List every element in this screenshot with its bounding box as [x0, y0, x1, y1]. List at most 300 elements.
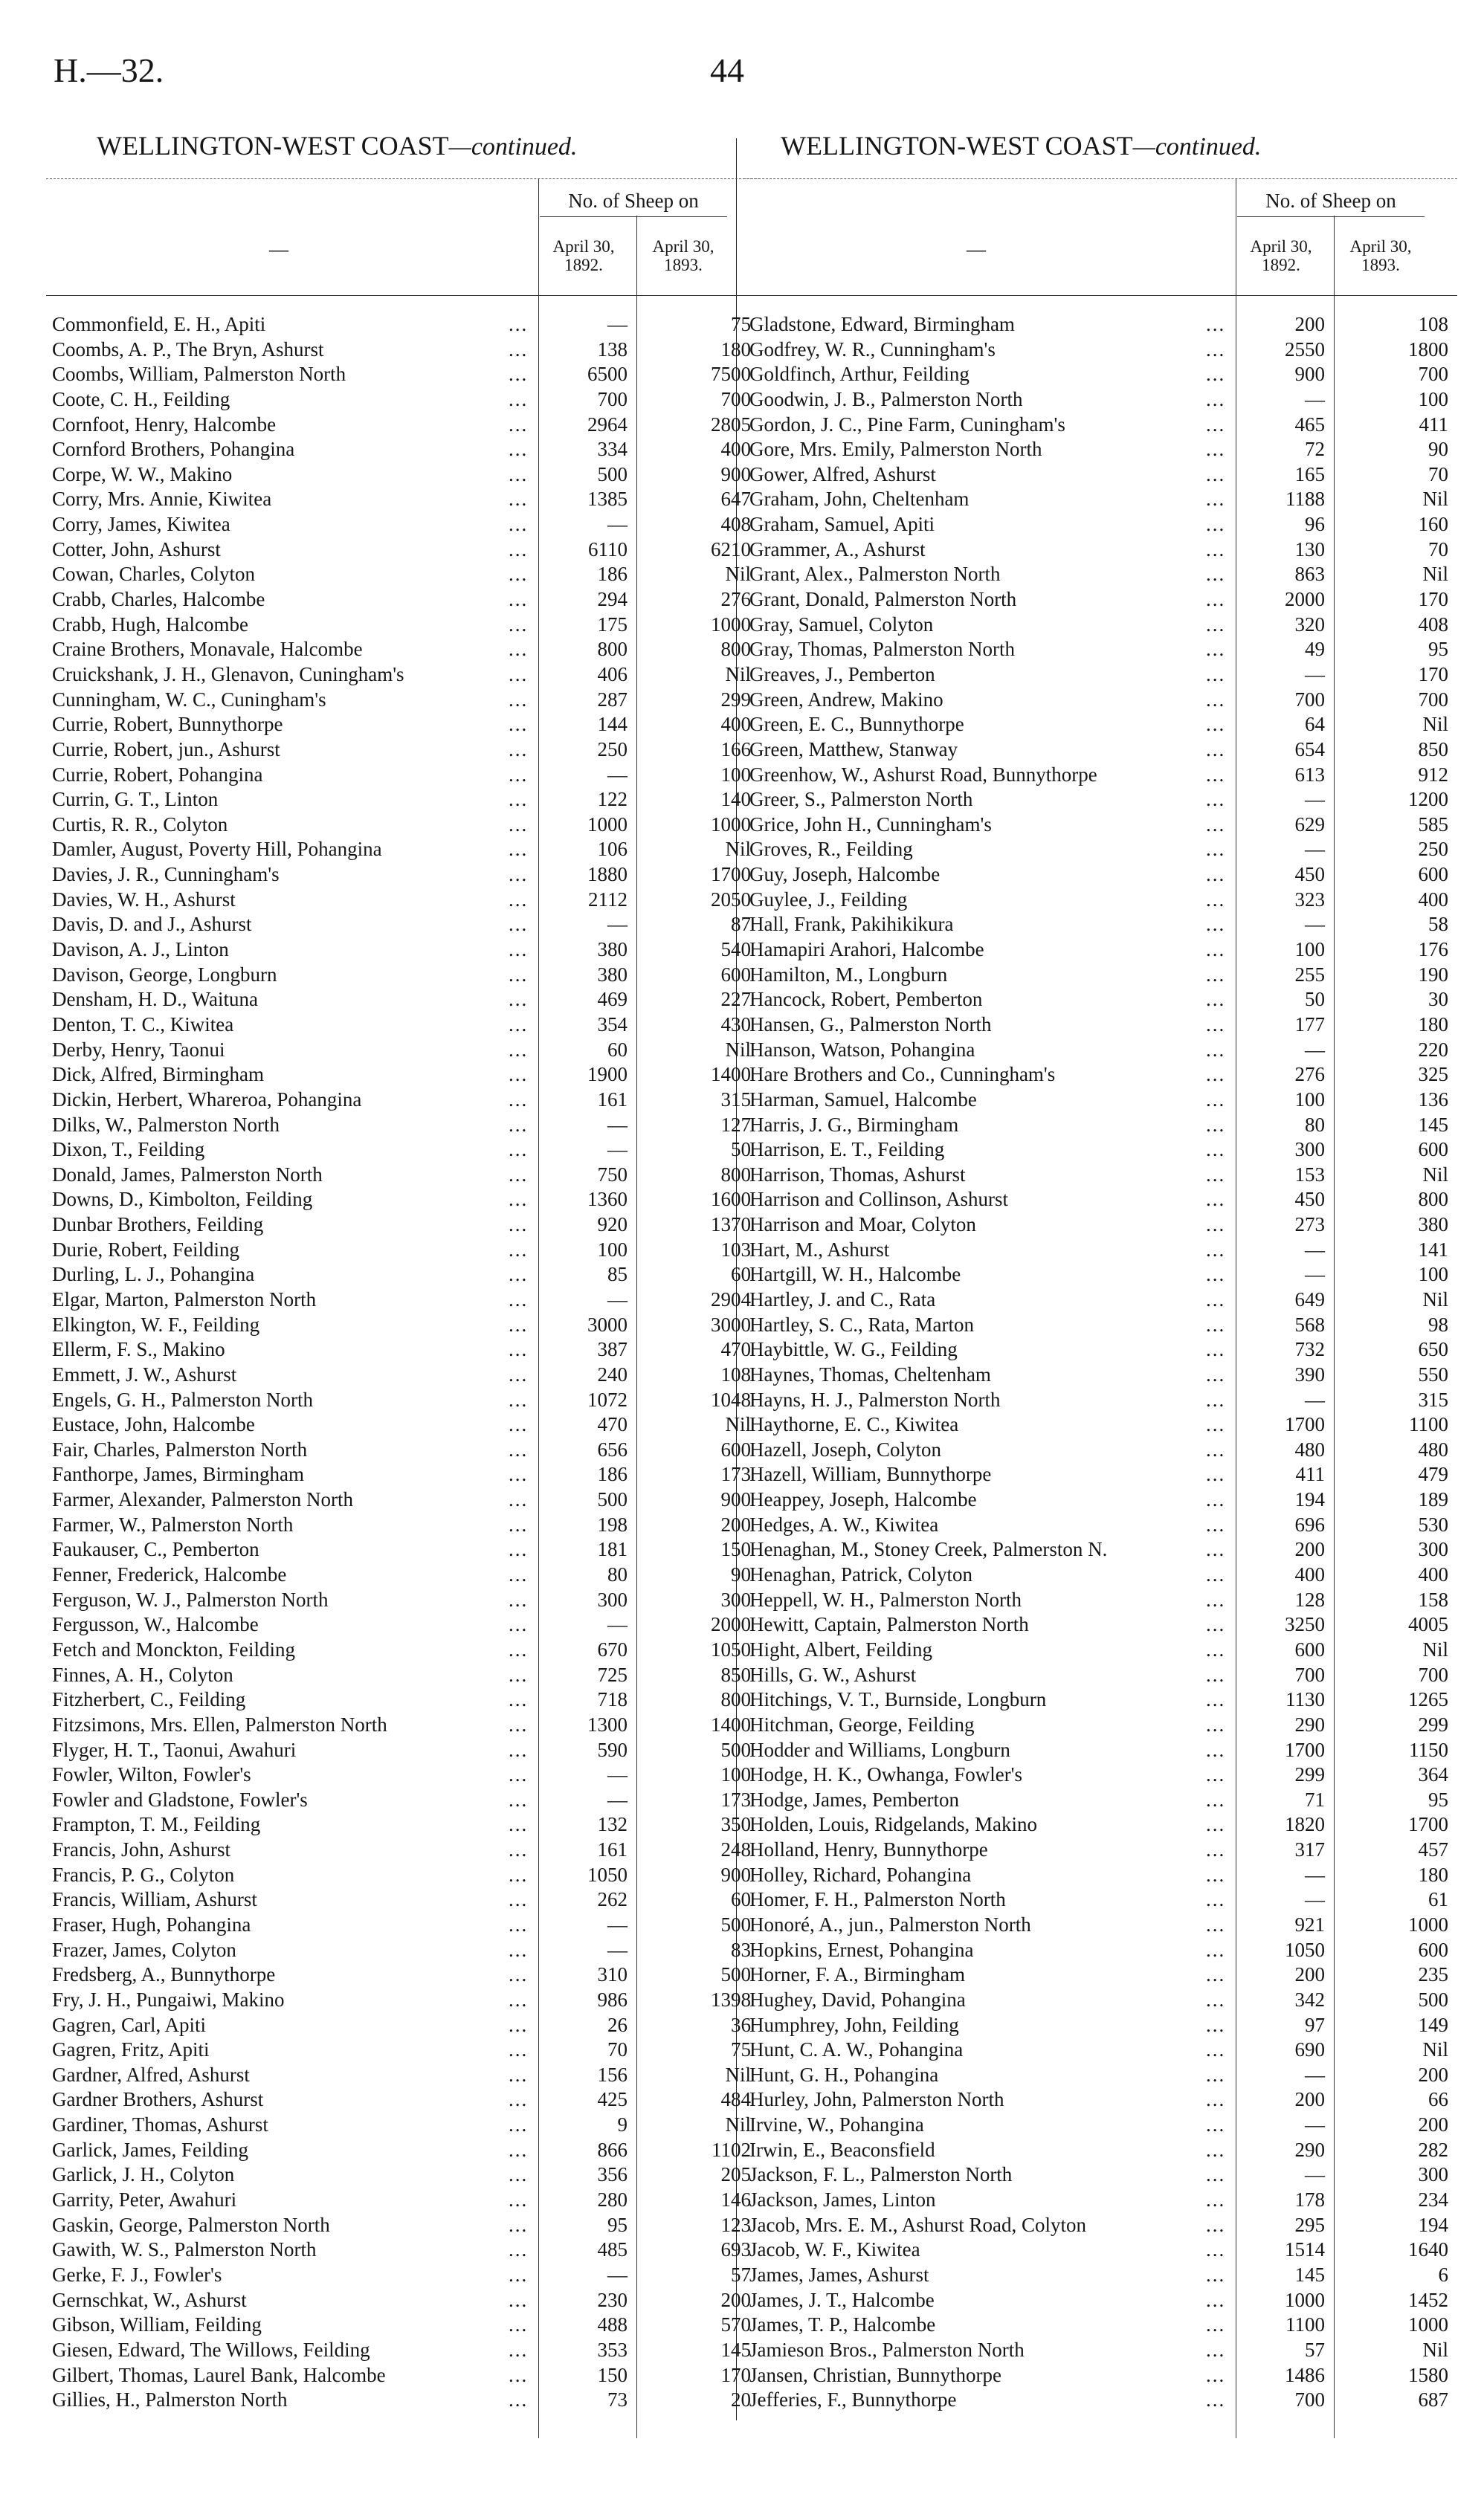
leader-dots: ...	[1206, 1188, 1226, 1211]
owner-name: Goodwin, J. B., Palmerston North	[749, 387, 1023, 410]
leader-dots: ...	[1206, 1313, 1226, 1336]
sheep-1893: 61	[1428, 1888, 1448, 1911]
owner-name: Cowan, Charles, Colyton	[52, 563, 255, 586]
sheep-1893: 180	[1418, 1012, 1448, 1036]
sheep-1893: 900	[720, 462, 751, 485]
right-rows	[743, 312, 1457, 2413]
right-col2-line2: 1893.	[1361, 256, 1400, 275]
right-table	[743, 178, 1457, 2413]
table-row	[46, 1788, 760, 1813]
table-row	[743, 1713, 1457, 1738]
leader-dots: ...	[1206, 1863, 1226, 1886]
sheep-1892: 334	[597, 438, 628, 461]
leader-dots: ...	[1206, 863, 1226, 886]
leader-dots: ...	[509, 2313, 529, 2336]
owner-name: Currin, G. T., Linton	[52, 788, 219, 811]
leader-dots: ...	[1206, 1838, 1226, 1861]
owner-name: Fredsberg, A., Bunnythorpe	[52, 1963, 276, 1986]
table-row	[743, 1163, 1457, 1188]
owner-name: Hunt, G. H., Pohangina	[749, 2063, 939, 2086]
leader-dots: ...	[1206, 613, 1226, 636]
leader-dots: ...	[509, 2013, 529, 2036]
owner-name: Fanthorpe, James, Birmingham	[52, 1463, 304, 1486]
leader-dots: ...	[509, 313, 529, 335]
sheep-1892: 1130	[1285, 1688, 1325, 1711]
sheep-1892: 2550	[1285, 337, 1325, 361]
sheep-1893: 800	[720, 638, 751, 661]
sheep-1893: 500	[720, 1963, 751, 1986]
table-row	[743, 562, 1457, 587]
table-row	[743, 1687, 1457, 1713]
document-reference: H.—32.	[54, 51, 164, 89]
sheep-1892: —	[1305, 1388, 1325, 1411]
leader-dots: ...	[509, 1288, 529, 1311]
leader-dots: ...	[1206, 363, 1226, 386]
sheep-1893: 600	[720, 1438, 751, 1461]
leader-dots: ...	[509, 387, 529, 410]
owner-name: Hazell, William, Bunnythorpe	[749, 1463, 992, 1486]
sheep-1892: 323	[1294, 888, 1325, 911]
table-row	[46, 1438, 760, 1463]
owner-name: Garlick, James, Feilding	[52, 2138, 248, 2161]
sheep-1893: 1800	[1408, 337, 1448, 361]
owner-name: Hughey, David, Pohangina	[749, 1988, 966, 2011]
sheep-1893: 1050	[711, 1638, 751, 1661]
leader-dots: ...	[1206, 1513, 1226, 1536]
right-title-continued: —continued.	[1132, 133, 1262, 161]
sheep-1892: 1000	[1285, 2288, 1325, 2311]
table-row	[743, 1088, 1457, 1113]
owner-name: Dickin, Herbert, Whareroa, Pohangina	[52, 1088, 362, 1111]
sheep-1892: 732	[1294, 1338, 1325, 1361]
owner-name: Hight, Albert, Feilding	[749, 1638, 932, 1661]
owner-name: Jackson, F. L., Palmerston North	[749, 2163, 1013, 2186]
leader-dots: ...	[509, 1012, 529, 1036]
leader-dots: ...	[509, 2113, 529, 2136]
sheep-1892: 262	[597, 1888, 628, 1911]
owner-name: Fenner, Frederick, Halcombe	[52, 1563, 287, 1586]
sheep-1893: 700	[1418, 1663, 1448, 1686]
table-row	[743, 2113, 1457, 2138]
leader-dots: ...	[509, 488, 529, 511]
sheep-1892: 920	[597, 1213, 628, 1236]
leader-dots: ...	[1206, 2288, 1226, 2311]
leader-dots: ...	[509, 1913, 529, 1936]
owner-name: Dick, Alfred, Birmingham	[52, 1063, 264, 1086]
sheep-1893: 300	[720, 1588, 751, 1611]
owner-name: Henaghan, Patrick, Colyton	[749, 1563, 972, 1586]
sheep-1892: 725	[597, 1663, 628, 1686]
owner-name: Corry, James, Kiwitea	[52, 513, 230, 536]
sheep-1893: 1048	[711, 1388, 751, 1411]
leader-dots: ...	[1206, 1588, 1226, 1611]
owner-name: Jacob, W. F., Kiwitea	[749, 2238, 920, 2261]
table-row	[46, 2038, 760, 2063]
leader-dots: ...	[1206, 387, 1226, 410]
sheep-1892: 60	[607, 1038, 628, 1061]
leader-dots: ...	[1206, 1413, 1226, 1436]
sheep-1893: 100	[720, 763, 751, 786]
sheep-1893: 1370	[711, 1213, 751, 1236]
owner-name: Heappey, Joseph, Halcombe	[749, 1488, 977, 1511]
table-row	[743, 1262, 1457, 1288]
sheep-1893: 173	[720, 1788, 751, 1811]
sheep-1893: 200	[1418, 2113, 1448, 2136]
leader-dots: ...	[509, 2213, 529, 2236]
leader-dots: ...	[509, 1938, 529, 1961]
table-row	[46, 1738, 760, 1763]
sheep-1893: 850	[720, 1663, 751, 1686]
sheep-1892: 568	[1294, 1313, 1325, 1336]
table-row	[743, 1638, 1457, 1663]
owner-name: Giesen, Edward, The Willows, Feilding	[52, 2338, 370, 2361]
table-row	[743, 437, 1457, 462]
table-row	[46, 1513, 760, 1538]
table-row	[743, 1212, 1457, 1238]
table-row	[46, 337, 760, 363]
leader-dots: ...	[509, 1813, 529, 1836]
left-group-header: No. of Sheep on	[568, 190, 699, 212]
owner-name: Hazell, Joseph, Colyton	[749, 1438, 941, 1461]
table-row	[743, 737, 1457, 763]
table-row	[46, 1288, 760, 1313]
sheep-1893: 430	[720, 1012, 751, 1036]
sheep-1893: 700	[720, 387, 751, 410]
sheep-1892: 600	[1294, 1638, 1325, 1661]
sheep-1892: 2000	[1285, 588, 1325, 611]
leader-dots: ...	[509, 913, 529, 936]
leader-dots: ...	[1206, 1213, 1226, 1236]
leader-dots: ...	[509, 1188, 529, 1211]
table-row	[46, 1687, 760, 1713]
sheep-1892: 1700	[1285, 1738, 1325, 1761]
owner-name: James, T. P., Halcombe	[749, 2313, 936, 2336]
sheep-1892: 97	[1305, 2013, 1325, 2036]
leader-dots: ...	[509, 1063, 529, 1086]
table-row	[46, 1163, 760, 1188]
sheep-1892: —	[607, 1138, 628, 1161]
leader-dots: ...	[1206, 2388, 1226, 2411]
leader-dots: ...	[1206, 488, 1226, 511]
leader-dots: ...	[1206, 413, 1226, 436]
sheep-1893: 2000	[711, 1613, 751, 1636]
owner-name: Dixon, T., Feilding	[52, 1138, 205, 1161]
left-col-1892-header	[538, 237, 629, 275]
sheep-1892: 276	[1294, 1063, 1325, 1086]
owner-name: Francis, P. G., Colyton	[52, 1863, 235, 1886]
sheep-1892: 106	[597, 838, 628, 861]
sheep-1893: 60	[731, 1888, 751, 1911]
leader-dots: ...	[509, 688, 529, 711]
table-row	[743, 662, 1457, 688]
sheep-1892: 100	[1294, 1088, 1325, 1111]
sheep-1892: 150	[597, 2363, 628, 2386]
table-row	[46, 912, 760, 937]
leader-dots: ...	[509, 988, 529, 1011]
owner-name: Gray, Samuel, Colyton	[749, 613, 934, 636]
sheep-1892: 72	[1305, 438, 1325, 461]
sheep-1892: 480	[1294, 1438, 1325, 1461]
owner-name: Fitzherbert, C., Feilding	[52, 1688, 246, 1711]
sheep-1892: 411	[1295, 1463, 1325, 1486]
owner-name: Holley, Richard, Pohangina	[749, 1863, 972, 1886]
leader-dots: ...	[1206, 1738, 1226, 1761]
sheep-1892: 240	[597, 1363, 628, 1386]
table-row	[46, 1012, 760, 1038]
owner-name: Green, Andrew, Makino	[749, 688, 943, 711]
table-row	[46, 888, 760, 913]
sheep-1892: 1050	[587, 1863, 628, 1886]
table-row	[46, 2188, 760, 2213]
leader-dots: ...	[509, 1988, 529, 2011]
sheep-1893: 58	[1428, 913, 1448, 936]
sheep-1893: 149	[1418, 2013, 1448, 2036]
left-col1-line1: April 30,	[552, 237, 615, 256]
sheep-1893: Nil	[725, 2063, 751, 2086]
leader-dots: ...	[509, 1663, 529, 1686]
sheep-1893: 205	[720, 2163, 751, 2186]
sheep-1893: 299	[720, 688, 751, 711]
owner-name: Fowler, Wilton, Fowler's	[52, 1763, 251, 1786]
owner-name: Fraser, Hugh, Pohangina	[52, 1913, 251, 1936]
leader-dots: ...	[1206, 337, 1226, 361]
sheep-1892: 299	[1294, 1763, 1325, 1786]
table-row	[46, 812, 760, 838]
sheep-1892: 287	[597, 688, 628, 711]
sheep-1892: 156	[597, 2063, 628, 2086]
owner-name: Hamilton, M., Longburn	[749, 963, 948, 986]
sheep-1893: 400	[1418, 888, 1448, 911]
leader-dots: ...	[1206, 2088, 1226, 2111]
right-col1-line2: 1892.	[1262, 256, 1300, 275]
table-row	[46, 1663, 760, 1688]
sheep-1893: 200	[720, 1513, 751, 1536]
left-title-continued: —continued.	[448, 133, 578, 161]
table-row	[743, 1137, 1457, 1163]
sheep-1893: 90	[1428, 438, 1448, 461]
sheep-1893: 6	[1438, 2263, 1448, 2286]
table-row	[46, 837, 760, 862]
sheep-1893: 70	[1428, 462, 1448, 485]
owner-name: Hopkins, Ernest, Pohangina	[749, 1938, 974, 1961]
sheep-1893: 380	[1418, 1213, 1448, 1236]
table-row	[46, 1363, 760, 1388]
leader-dots: ...	[1206, 537, 1226, 560]
leader-dots: ...	[1206, 2338, 1226, 2361]
leader-dots: ...	[1206, 1538, 1226, 1561]
sheep-1893: 141	[1418, 1238, 1448, 1261]
leader-dots: ...	[509, 1513, 529, 1536]
owner-name: Holden, Louis, Ridgelands, Makino	[749, 1813, 1037, 1836]
leader-dots: ...	[509, 1488, 529, 1511]
sheep-1892: 145	[1294, 2263, 1325, 2286]
sheep-1892: 200	[1294, 1963, 1325, 1986]
sheep-1892: 654	[1294, 737, 1325, 760]
table-row	[46, 2113, 760, 2138]
table-row	[46, 2338, 760, 2363]
owner-name: Currie, Robert, Pohangina	[52, 763, 263, 786]
sheep-1892: 700	[597, 387, 628, 410]
owner-name: Currie, Robert, jun., Ashurst	[52, 737, 280, 760]
table-row	[46, 1262, 760, 1288]
leader-dots: ...	[509, 363, 529, 386]
sheep-1892: 200	[1294, 313, 1325, 335]
owner-name: Haynes, Thomas, Cheltenham	[749, 1363, 991, 1386]
leader-dots: ...	[509, 2338, 529, 2361]
sheep-1893: 479	[1418, 1463, 1448, 1486]
table-row	[46, 1137, 760, 1163]
owner-name: Heppell, W. H., Palmerston North	[749, 1588, 1022, 1611]
owner-name: Hodge, James, Pemberton	[749, 1788, 959, 1811]
leader-dots: ...	[1206, 1888, 1226, 1911]
sheep-1892: 186	[597, 1463, 628, 1486]
sheep-1893: 1398	[711, 1988, 751, 2011]
table-row	[46, 2138, 760, 2163]
owner-name: Frazer, James, Colyton	[52, 1938, 236, 1961]
sheep-1893: 176	[1418, 938, 1448, 961]
leader-dots: ...	[1206, 638, 1226, 661]
table-row	[743, 1238, 1457, 1263]
sheep-1892: 1385	[587, 488, 628, 511]
table-row	[743, 1012, 1457, 1038]
leader-dots: ...	[1206, 988, 1226, 1011]
sheep-1893: 194	[1418, 2213, 1448, 2236]
owner-name: Garrity, Peter, Awahuri	[52, 2188, 237, 2212]
sheep-1892: 96	[1305, 513, 1325, 536]
leader-dots: ...	[1206, 1338, 1226, 1361]
sheep-1892: 6500	[587, 363, 628, 386]
leader-dots: ...	[509, 1388, 529, 1411]
sheep-1892: 132	[597, 1813, 628, 1836]
table-row	[743, 2388, 1457, 2413]
owner-name: Davison, George, Longburn	[52, 963, 277, 986]
sheep-1893: 315	[720, 1088, 751, 1111]
owner-name: Groves, R., Feilding	[749, 838, 913, 861]
leader-dots: ...	[1206, 1238, 1226, 1261]
table-row	[743, 1313, 1457, 1338]
sheep-1893: 1400	[711, 1713, 751, 1736]
owner-name: Gardner, Alfred, Ashurst	[52, 2063, 250, 2086]
owner-name: Densham, H. D., Waituna	[52, 988, 259, 1011]
sheep-1892: 656	[597, 1438, 628, 1461]
sheep-1892: 49	[1305, 638, 1325, 661]
sheep-1893: 145	[720, 2338, 751, 2361]
sheep-1892: 144	[597, 713, 628, 736]
owner-name: Downs, D., Kimbolton, Feilding	[52, 1188, 313, 1211]
sheep-1893: 900	[720, 1488, 751, 1511]
owner-name: Hitchman, George, Feilding	[749, 1713, 975, 1736]
owner-name: Hartgill, W. H., Halcombe	[749, 1263, 961, 1286]
sheep-1893: 1700	[1408, 1813, 1448, 1836]
owner-name: Coote, C. H., Feilding	[52, 387, 230, 410]
sheep-1893: Nil	[725, 662, 751, 685]
right-name-col-header: —	[967, 239, 986, 260]
owner-name: Hartley, J. and C., Rata	[749, 1288, 936, 1311]
sheep-1893: 100	[720, 1763, 751, 1786]
leader-dots: ...	[1206, 1963, 1226, 1986]
sheep-1893: 90	[731, 1563, 751, 1586]
leader-dots: ...	[1206, 788, 1226, 811]
sheep-1892: 255	[1294, 963, 1325, 986]
sheep-1893: 2904	[711, 1288, 751, 1311]
sheep-1893: 800	[1418, 1188, 1448, 1211]
sheep-1893: 36	[731, 2013, 751, 2036]
owner-name: Haythorne, E. C., Kiwitea	[749, 1413, 959, 1436]
leader-dots: ...	[1206, 2063, 1226, 2086]
leader-dots: ...	[509, 537, 529, 560]
table-row	[743, 1288, 1457, 1313]
sheep-1892: 1700	[1285, 1413, 1325, 1436]
leader-dots: ...	[509, 2138, 529, 2161]
sheep-1892: —	[1305, 1888, 1325, 1911]
table-row	[743, 487, 1457, 512]
table-row	[743, 1513, 1457, 1538]
sheep-1892: 2964	[587, 413, 628, 436]
leader-dots: ...	[509, 2088, 529, 2111]
leader-dots: ...	[1206, 2263, 1226, 2286]
left-col-1893-header	[638, 237, 729, 275]
leader-dots: ...	[509, 1438, 529, 1461]
sheep-1892: 342	[1294, 1988, 1325, 2011]
leader-dots: ...	[509, 737, 529, 760]
owner-name: Gilbert, Thomas, Laurel Bank, Halcombe	[52, 2363, 386, 2386]
sheep-1893: 408	[720, 513, 751, 536]
leader-dots: ...	[509, 1213, 529, 1236]
leader-dots: ...	[509, 638, 529, 661]
sheep-1893: 1452	[1408, 2288, 1448, 2311]
sheep-1892: 57	[1305, 2338, 1325, 2361]
owner-name: Fetch and Monckton, Feilding	[52, 1638, 295, 1661]
sheep-1892: 80	[607, 1563, 628, 1586]
sheep-1892: 470	[597, 1413, 628, 1436]
owner-name: Gernschkat, W., Ashurst	[52, 2288, 247, 2311]
owner-name: Fitzsimons, Mrs. Ellen, Palmerston North	[52, 1713, 387, 1736]
sheep-1892: 200	[1294, 1538, 1325, 1561]
table-row	[46, 1212, 760, 1238]
sheep-1892: 1300	[587, 1713, 628, 1736]
sheep-1892: 95	[607, 2213, 628, 2236]
table-row	[743, 712, 1457, 737]
table-row	[743, 2162, 1457, 2188]
owner-name: Hitchings, V. T., Burnside, Longburn	[749, 1688, 1047, 1711]
owner-name: Davison, A. J., Linton	[52, 938, 229, 961]
sheep-1893: 600	[1418, 1938, 1448, 1961]
leader-dots: ...	[1206, 1563, 1226, 1586]
owner-name: Irwin, E., Beaconsfield	[749, 2138, 935, 2161]
sheep-1892: 71	[1305, 1788, 1325, 1811]
table-row	[46, 1062, 760, 1088]
leader-dots: ...	[509, 1963, 529, 1986]
leader-dots: ...	[509, 613, 529, 636]
sheep-1893: 6210	[711, 537, 751, 560]
sheep-1892: —	[607, 763, 628, 786]
sheep-1893: Nil	[725, 838, 751, 861]
owner-name: Eustace, John, Halcombe	[52, 1413, 255, 1436]
sheep-1892: —	[1305, 1263, 1325, 1286]
owner-name: Harrison and Collinson, Ashurst	[749, 1188, 1008, 1211]
owner-name: Graham, Samuel, Apiti	[749, 513, 935, 536]
owner-name: Horner, F. A., Birmingham	[749, 1963, 965, 1986]
sheep-1892: —	[607, 2263, 628, 2286]
leader-dots: ...	[509, 713, 529, 736]
table-row	[46, 1187, 760, 1212]
table-row	[743, 2138, 1457, 2163]
owner-name: Ellerm, F. S., Makino	[52, 1338, 225, 1361]
sheep-1892: 250	[597, 737, 628, 760]
table-row	[743, 1913, 1457, 1938]
right-section-title	[781, 132, 1261, 160]
owner-name: Finnes, A. H., Colyton	[52, 1663, 233, 1686]
